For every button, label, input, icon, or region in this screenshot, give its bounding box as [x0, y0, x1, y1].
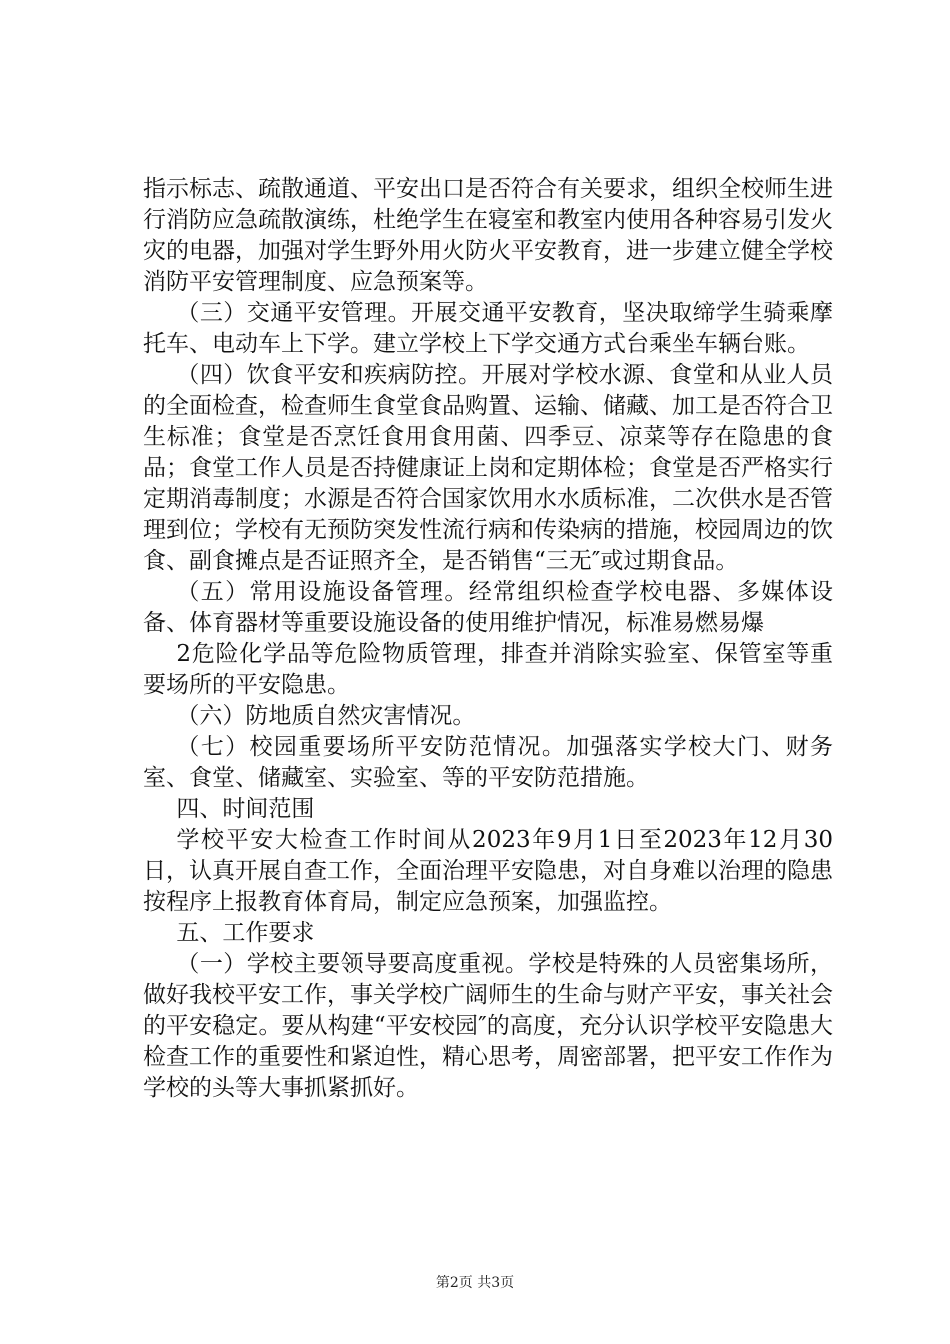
section-heading: 四、时间范围	[176, 796, 315, 822]
paragraph: （三）交通平安管理。开展交通平安教育，坚决取缔学生骑乘摩托车、电动车上下学。建立学校上下学交通方式台乘坐车辆台账。	[143, 300, 833, 357]
document-body	[143, 174, 833, 1104]
page-footer: 第2页 共3页	[435, 1275, 515, 1291]
paragraph: （七）校园重要场所平安防范情况。加强落实学校大门、财务室、食堂、储藏室、实验室、等的平安防范措施。	[143, 734, 833, 791]
paragraph: 2危险化学品等危险物质管理，排查并消除实验室、保管室等重要场所的平安隐患。	[143, 641, 833, 698]
section-heading: 五、工作要求	[176, 920, 315, 946]
paragraph: （六）防地质自然灾害情况。	[176, 703, 476, 729]
paragraph: （四）饮食平安和疾病防控。开展对学校水源、食堂和从业人员的全面检查，检查师生食堂食品购置、运输、储藏、加工是否符合卫生标准；食堂是否烹饪食用食用菌、四季豆、凉菜等存在隐患的食品；食堂工作人员是否持健康证上岗和定期体检；食堂是否严格实行定期消毒制度；水源是否符合国家饮用水水质标准，二次供水是否管理到位；学校有无预防突发性流行病和传染病的措施，校园周边的饮食、副食摊点是否证照齐全，是否销售“三无″或过期食品。	[143, 362, 833, 574]
paragraph: （五）常用设施设备管理。经常组织检查学校电器、多媒体设备、体育器材等重要设施设备的使用维护情况，标准易燃易爆	[143, 579, 833, 636]
paragraph: （一）学校主要领导要高度重视。学校是特殊的人员密集场所，做好我校平安工作，事关学校广阔师生的生命与财产平安，事关社会的平安稳定。要从构建“平安校园″的高度，充分认识学校平安隐患大检查工作的重要性和紧迫性，精心思考，周密部署，把平安工作作为学校的头等大事抓紧抓好。	[143, 951, 833, 1101]
paragraph: 学校平安大检查工作时间从2023年9月1日至2023年12月30日，认真开展自查工作，全面治理平安隐患，对自身难以治理的隐患按程序上报教育体育局，制定应急预案，加强监控。	[143, 827, 833, 915]
paragraph: 指示标志、疏散通道、平安出口是否符合有关要求，组织全校师生进行消防应急疏散演练，杜绝学生在寝室和教室内使用各种容易引发火灾的电器，加强对学生野外用火防火平安教育，进一步建立健全学校消防平安管理制度、应急预案等。	[143, 176, 833, 295]
